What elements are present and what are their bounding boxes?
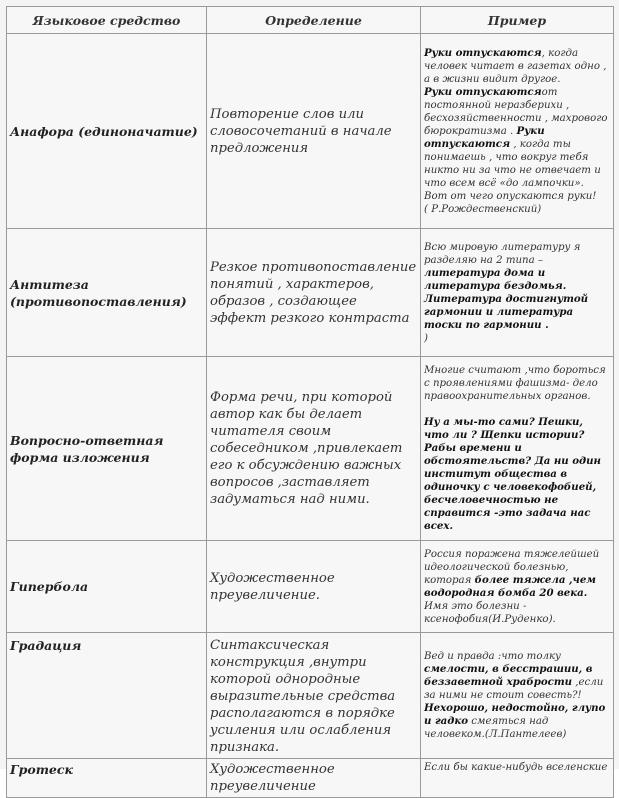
example-text: смеяться над человеком.(Л.Пантелеев) [424, 716, 567, 740]
example-text: Вот от чего опускаются руки! [424, 190, 597, 202]
term-cell: Анафора (единоначатие) [7, 34, 207, 229]
example-paragraph [424, 650, 610, 702]
example-text: от постоянной неразберихи , бесхозяйственности , махрового бюрократизма . [424, 86, 608, 137]
table-header-row [7, 7, 614, 34]
example-text: ,если за ними не стоит совесть?! [424, 677, 604, 701]
example-paragraph [424, 416, 610, 533]
example-paragraph [424, 364, 610, 403]
example-paragraph [424, 702, 610, 741]
example-text: Вед и правда :что толку [424, 651, 561, 662]
example-text: ( Р.Рождественский) [424, 203, 542, 215]
example-cell [421, 357, 614, 541]
definition-cell: Форма речи, при которой автор как бы делает читателя своим собеседником ,привлекает его к обсуждению важных вопросов ,заставляет задуматься над ними. [207, 357, 421, 541]
term-cell: Гипербола [7, 541, 207, 633]
header-device: Языковое средство [7, 7, 207, 34]
example-bold-text: Руки отпускаются [424, 46, 542, 59]
example-text: Многие считают ,что бороться с проявлениями фашизма- дело правоохранительных органов. [424, 365, 606, 402]
example-cell [421, 633, 614, 759]
example-paragraph [424, 86, 610, 190]
example-cell [421, 759, 614, 798]
example-bold-text: Руки отпускаются [424, 124, 545, 150]
example-paragraph [424, 403, 610, 416]
example-bold-text: смелости, в бесстрашии, в беззаветной храбрости [424, 663, 593, 688]
stylistic-devices-table [6, 6, 614, 798]
definition-cell: Резкое противопоставление понятий , характеров, образов , создающее эффект резкого контраста [207, 229, 421, 357]
term-cell: Вопросно-ответная форма изложения [7, 357, 207, 541]
example-cell [421, 229, 614, 357]
example-cell [421, 541, 614, 633]
table-row [7, 34, 614, 229]
term-cell: Градация [7, 633, 207, 759]
example-cell [421, 34, 614, 229]
example-text: Россия поражена тяжелейшей идеологической болезнью, которая [424, 548, 600, 586]
header-example: Пример [421, 7, 614, 34]
table-row [7, 633, 614, 759]
term-cell: Гротеск [7, 759, 207, 798]
example-text: Имя это болезни - ксенофобия(И.Руденко). [424, 600, 556, 625]
definition-cell: Художественное преувеличение. [207, 541, 421, 633]
example-paragraph [424, 332, 610, 345]
example-text: Если бы какие-нибудь вселенские [424, 762, 608, 773]
example-paragraph [424, 190, 610, 203]
table-row [7, 229, 614, 357]
example-text: ) [424, 332, 428, 344]
example-paragraph [424, 761, 610, 774]
example-bold-text: Руки отпускаются [424, 85, 542, 98]
example-paragraph [424, 241, 610, 332]
example-paragraph [424, 548, 610, 626]
definition-cell: Повторение слов или словосочетаний в начале предложения [207, 34, 421, 229]
definition-cell: Художественное преувеличение [207, 759, 421, 798]
example-bold-text: более тяжела ,чем водородная бомба 20 века. [424, 573, 596, 599]
example-text: Всю мировую литературу я разделяю на 2 типа – [424, 241, 581, 266]
example-paragraph [424, 203, 610, 216]
example-paragraph [424, 47, 610, 86]
definition-cell: Синтаксическая конструкция ,внутри которой однородные выразительные средства располагаются в порядке усиления или ослабления признака. [207, 633, 421, 759]
header-definition: Определение [207, 7, 421, 34]
term-cell: Антитеза (противопоставления) [7, 229, 207, 357]
example-text: , когда человек читает в газетах одно , а в жизни видит другое. [424, 47, 607, 85]
table-row [7, 541, 614, 633]
table-row [7, 357, 614, 541]
example-bold-text: Ну а мы-то сами? Пешки, что ли ? Щепки истории? Рабы времени и обстоятельств? Да ни один институт общества в одиночку с человекофобией, бесчеловечностью не справится -это задача нас всех. [424, 416, 601, 532]
table-row [7, 759, 614, 798]
example-bold-text: Нехорошо, недостойно, глупо и гадко [424, 702, 606, 727]
example-text: , когда ты понимаешь , что вокруг тебя никто ни за что не отвечает и что всем всё «до лампочки». [424, 138, 601, 189]
example-bold-text: литература дома и литература бездомья. Литература достигнутой гармонии и литература тоски по гармонии . [424, 266, 589, 331]
